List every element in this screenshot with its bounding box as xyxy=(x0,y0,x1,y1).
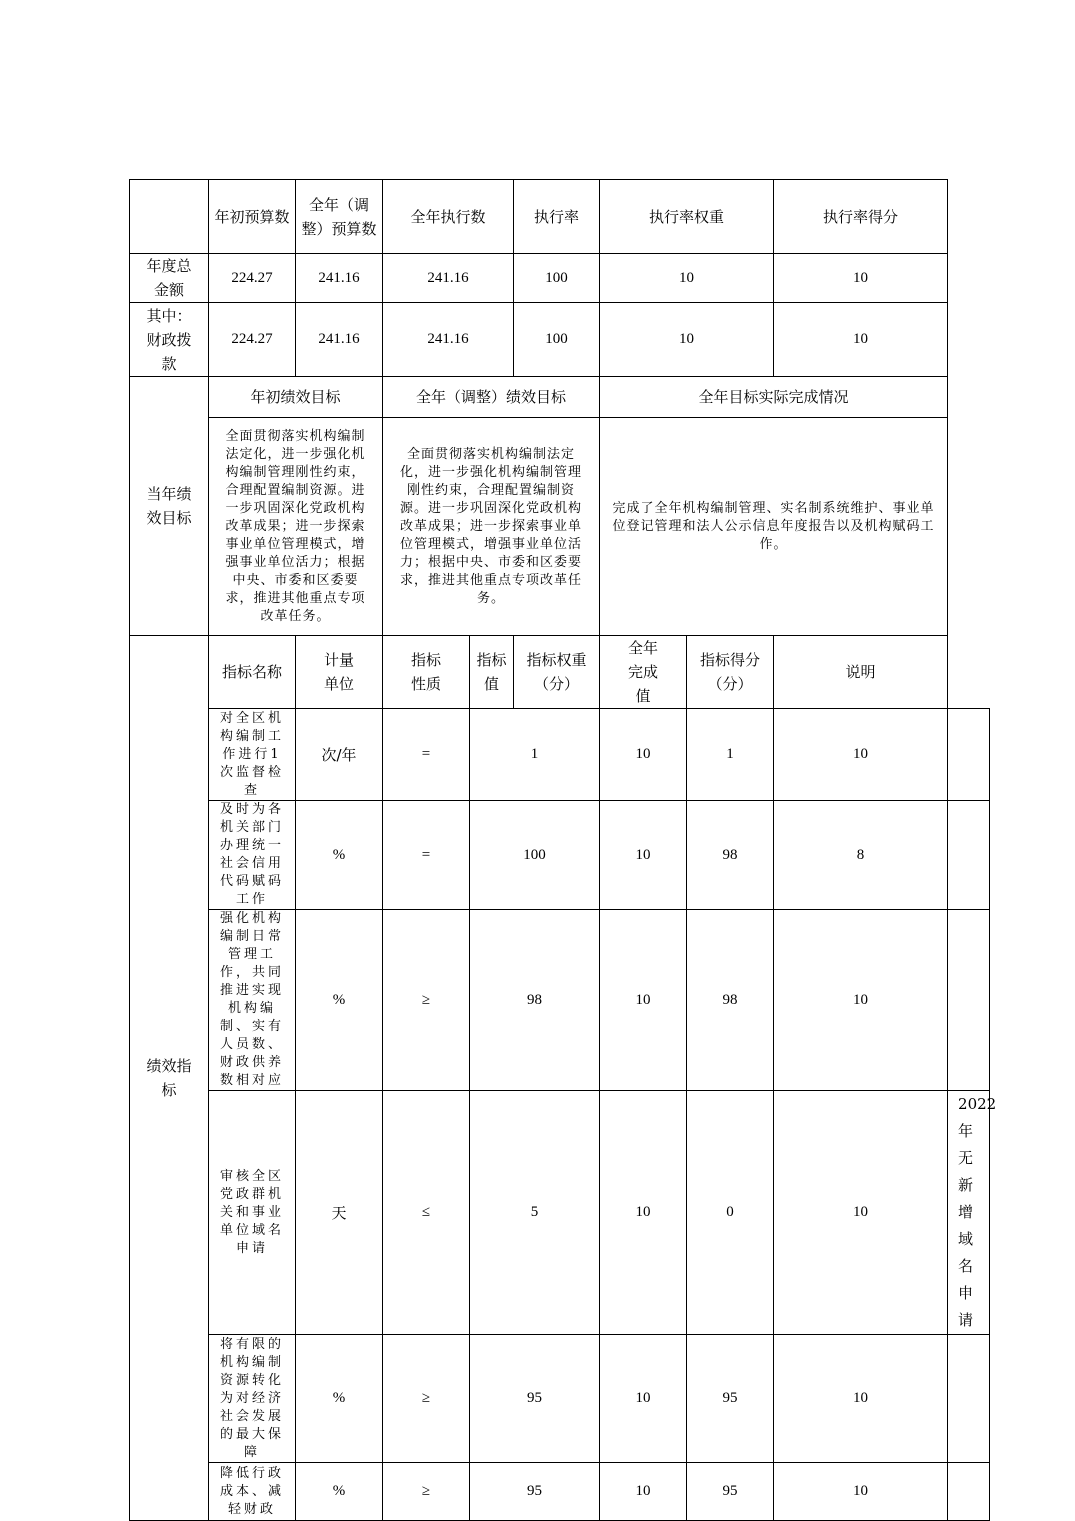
indicator-row xyxy=(130,801,990,910)
indicator-name: 强化机构编制日常管理工作，共同推进实现机构编制、实有人员数、财政供养数相对应 xyxy=(209,910,296,1091)
indicator-value: 5 xyxy=(470,1091,600,1335)
indicator-note xyxy=(948,1463,990,1521)
indicator-completed-header: 全年完成值 xyxy=(600,636,687,709)
indicator-nature-header: 指标性质 xyxy=(383,636,470,709)
indicator-name: 对全区机构编制工作进行1次监督检查 xyxy=(209,709,296,801)
indicator-weight-header: 指标权重（分） xyxy=(514,636,600,709)
indicator-weight: 10 xyxy=(600,1463,687,1521)
exec-rate-value: 100 xyxy=(514,254,600,303)
goals-header-row xyxy=(130,377,990,418)
indicator-unit: % xyxy=(296,910,383,1091)
indicator-note xyxy=(948,709,990,801)
indicator-score: 10 xyxy=(774,1091,948,1335)
indicator-note xyxy=(948,910,990,1091)
exec-rate-header: 执行率 xyxy=(514,180,600,254)
exec-rate-weight-value: 10 xyxy=(600,303,774,377)
indicator-score: 10 xyxy=(774,1335,948,1463)
adjusted-budget-value: 241.16 xyxy=(296,303,383,377)
indicator-value: 98 xyxy=(470,910,600,1091)
indicator-row xyxy=(130,1463,990,1521)
indicator-unit: % xyxy=(296,1463,383,1521)
indicator-row xyxy=(130,1091,990,1335)
indicator-completed: 98 xyxy=(687,910,774,1091)
indicator-unit: 次/年 xyxy=(296,709,383,801)
indicator-name: 将有限的机构编制资源转化为对经济社会发展的最大保障 xyxy=(209,1335,296,1463)
indicator-value: 95 xyxy=(470,1463,600,1521)
indicator-note: 2022年无新增域名申请 xyxy=(948,1091,990,1335)
indicator-name-header: 指标名称 xyxy=(209,636,296,709)
indicator-nature: = xyxy=(383,801,470,910)
indicator-nature: ≥ xyxy=(383,910,470,1091)
initial-budget-value: 224.27 xyxy=(209,254,296,303)
indicator-name: 审核全区党政群机关和事业单位域名申请 xyxy=(209,1091,296,1335)
indicator-value: 100 xyxy=(470,801,600,910)
indicator-score: 10 xyxy=(774,1463,948,1521)
indicator-score-header: 指标得分（分） xyxy=(687,636,774,709)
blank-header-cell xyxy=(130,180,209,254)
indicator-name: 降低行政成本、减轻财政 xyxy=(209,1463,296,1521)
indicator-completed: 0 xyxy=(687,1091,774,1335)
indicator-weight: 10 xyxy=(600,1091,687,1335)
indicator-completed: 95 xyxy=(687,1463,774,1521)
indicator-weight: 10 xyxy=(600,910,687,1091)
indicator-score: 8 xyxy=(774,801,948,910)
indicator-note xyxy=(948,1335,990,1463)
indicator-value-header: 指标值 xyxy=(470,636,514,709)
initial-goal-text: 全面贯彻落实机构编制法定化，进一步强化机构编制管理刚性约束，合理配置编制资源。进一步巩固深化党政机构改革成果；进一步探索事业单位管理模式，增强事业单位活力；根据中央、市委和区委要求，推进其他重点专项改革任务。 xyxy=(209,418,383,636)
budget-header-row xyxy=(130,180,990,254)
indicator-unit: % xyxy=(296,801,383,910)
budget-row xyxy=(130,303,990,377)
indicator-header-row xyxy=(130,636,990,709)
indicator-completed: 98 xyxy=(687,801,774,910)
initial-budget-header: 年初预算数 xyxy=(209,180,296,254)
budget-row-label: 其中：财政拨款 xyxy=(130,303,209,377)
initial-budget-value: 224.27 xyxy=(209,303,296,377)
indicator-completed: 95 xyxy=(687,1335,774,1463)
indicator-nature: ≥ xyxy=(383,1335,470,1463)
exec-rate-score-value: 10 xyxy=(774,303,948,377)
exec-rate-weight-header: 执行率权重 xyxy=(600,180,774,254)
goals-text-row xyxy=(130,418,990,636)
indicator-score: 10 xyxy=(774,910,948,1091)
budget-row-label: 年度总金额 xyxy=(130,254,209,303)
exec-rate-score-value: 10 xyxy=(774,254,948,303)
indicator-note xyxy=(948,801,990,910)
indicator-row xyxy=(130,709,990,801)
performance-table xyxy=(129,179,997,1521)
indicator-note-header: 说明 xyxy=(774,636,948,709)
indicator-nature: ≥ xyxy=(383,1463,470,1521)
indicator-name: 及时为各机关部门办理统一社会信用代码赋码工作 xyxy=(209,801,296,910)
indicator-weight: 10 xyxy=(600,709,687,801)
indicator-unit: % xyxy=(296,1335,383,1463)
indicators-label: 绩效指标 xyxy=(130,636,209,1521)
indicator-weight: 10 xyxy=(600,1335,687,1463)
indicator-nature: = xyxy=(383,709,470,801)
adjusted-budget-header: 全年（调整）预算数 xyxy=(296,180,383,254)
indicator-completed: 1 xyxy=(687,709,774,801)
executed-value: 241.16 xyxy=(383,303,514,377)
budget-row xyxy=(130,254,990,303)
annual-executed-header: 全年执行数 xyxy=(383,180,514,254)
exec-rate-weight-value: 10 xyxy=(600,254,774,303)
exec-rate-value: 100 xyxy=(514,303,600,377)
indicator-value: 1 xyxy=(470,709,600,801)
indicator-score: 10 xyxy=(774,709,948,801)
executed-value: 241.16 xyxy=(383,254,514,303)
indicator-weight: 10 xyxy=(600,801,687,910)
adjusted-budget-value: 241.16 xyxy=(296,254,383,303)
adjusted-goal-text: 全面贯彻落实机构编制法定化，进一步强化机构编制管理刚性约束，合理配置编制资源。进一步巩固深化党政机构改革成果；进一步探索事业单位管理模式，增强事业单位活力；根据中央、市委和区委要求，推进其他重点专项改革任务。 xyxy=(383,418,600,636)
actual-completion-text: 完成了全年机构编制管理、实名制系统维护、事业单位登记管理和法人公示信息年度报告以及机构赋码工作。 xyxy=(600,418,948,636)
initial-goal-header: 年初绩效目标 xyxy=(209,377,383,418)
indicator-nature: ≤ xyxy=(383,1091,470,1335)
exec-rate-score-header: 执行率得分 xyxy=(774,180,948,254)
actual-completion-header: 全年目标实际完成情况 xyxy=(600,377,948,418)
indicator-row xyxy=(130,1335,990,1463)
indicator-value: 95 xyxy=(470,1335,600,1463)
adjusted-goal-header: 全年（调整）绩效目标 xyxy=(383,377,600,418)
annual-goals-label: 当年绩效目标 xyxy=(130,377,209,636)
indicator-unit: 天 xyxy=(296,1091,383,1335)
indicator-row xyxy=(130,910,990,1091)
indicator-unit-header: 计量单位 xyxy=(296,636,383,709)
